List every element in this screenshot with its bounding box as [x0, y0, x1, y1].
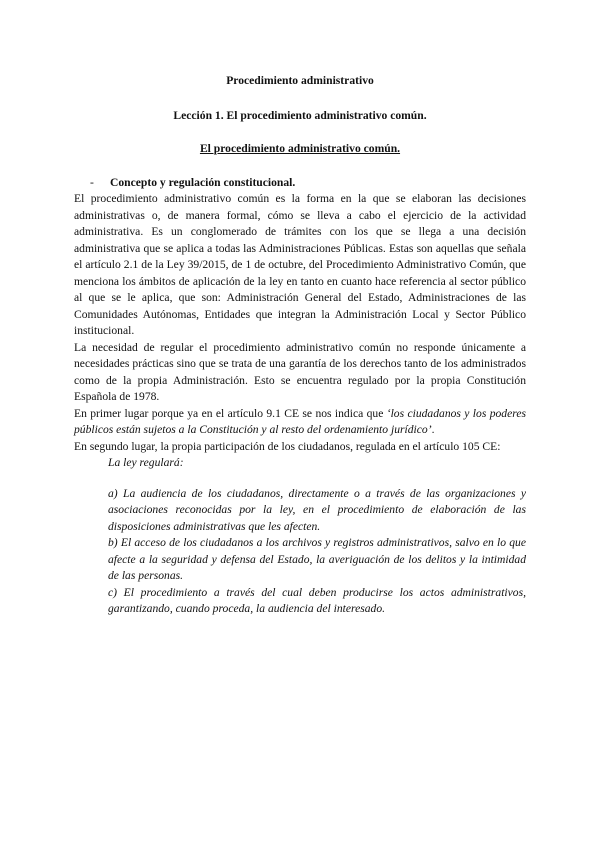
paragraph-necessity: La necesidad de regular el procedimiento administrativo común no responde únicamente a necesidades prácticas sino que se trata de una garantía de los derechos tanto de los administrados como de la propia Administración. Esto se encuentra regulado por la propia Constitución Española de 1978.	[74, 340, 526, 403]
quote-item-a: a) La audiencia de los ciudadanos, directamente o a través de las organizaciones y asociaciones reconocidas por la ley, en el procedimiento de elaboración de las disposiciones administrativas que les afecten.	[108, 486, 526, 533]
document-page	[74, 64, 526, 618]
quote-item-c: c) El procedimiento a través del cual deben producirse los actos administrativos, garantizando, cuando proceda, la audiencia del interesado.	[108, 585, 526, 615]
lesson-title: Lección 1. El procedimiento administrativo común.	[173, 108, 427, 122]
document-title: Procedimiento administrativo	[226, 74, 374, 87]
article-105-quote	[108, 455, 526, 618]
paragraph-article-9-tail: .	[431, 423, 435, 436]
section-title: El procedimiento administrativo común.	[199, 142, 401, 155]
paragraph-concept: El procedimiento administrativo común es la forma en la que se elaboran las decisiones administrativas o, de manera formal, cómo se lleva a cabo el ejercicio de la actividad administrativa. Es un conglomerado de trámites con los que se llega a una decisión administrativa que se aplica a todas las Administraciones Públicas. Estas son aquellas que señala el artículo 2.1 de la Ley 39/2015, de 1 de octubre, del Procedimiento Administrativo Común, que menciona los ámbitos de aplicación de la ley en tanto en cuanto hace referencia al sector público al que se le aplica, que son: Administración General del Estado, Administraciones de las Comunidades Autónomas, Entidades que integran la Administración Local y Sector Público institucional.	[74, 192, 526, 337]
paragraph-article-105: En segundo lugar, la propia participación de los ciudadanos, regulada en el artículo 105 CE:	[74, 439, 501, 453]
bullet-marker: -	[90, 175, 94, 189]
article-9-quote: ‘los ciudadanos y los poderes públicos están sujetos a la Constitución y al resto del ordenamiento jurídico’	[74, 406, 526, 436]
bullet-heading	[90, 175, 526, 192]
paragraph-article-9-lead: En primer lugar porque ya en el artículo 9.1 CE se nos indica que	[74, 406, 387, 420]
quote-item-b: b) El acceso de los ciudadanos a los archivos y registros administrativos, salvo en lo que afecte a la seguridad y defensa del Estado, la averiguación de los delitos y la intimidad de las personas.	[108, 536, 526, 582]
paragraph-article-9	[74, 406, 526, 439]
quote-intro: La ley regulará:	[108, 456, 184, 469]
bullet-label: Concepto y regulación constitucional.	[110, 175, 296, 189]
